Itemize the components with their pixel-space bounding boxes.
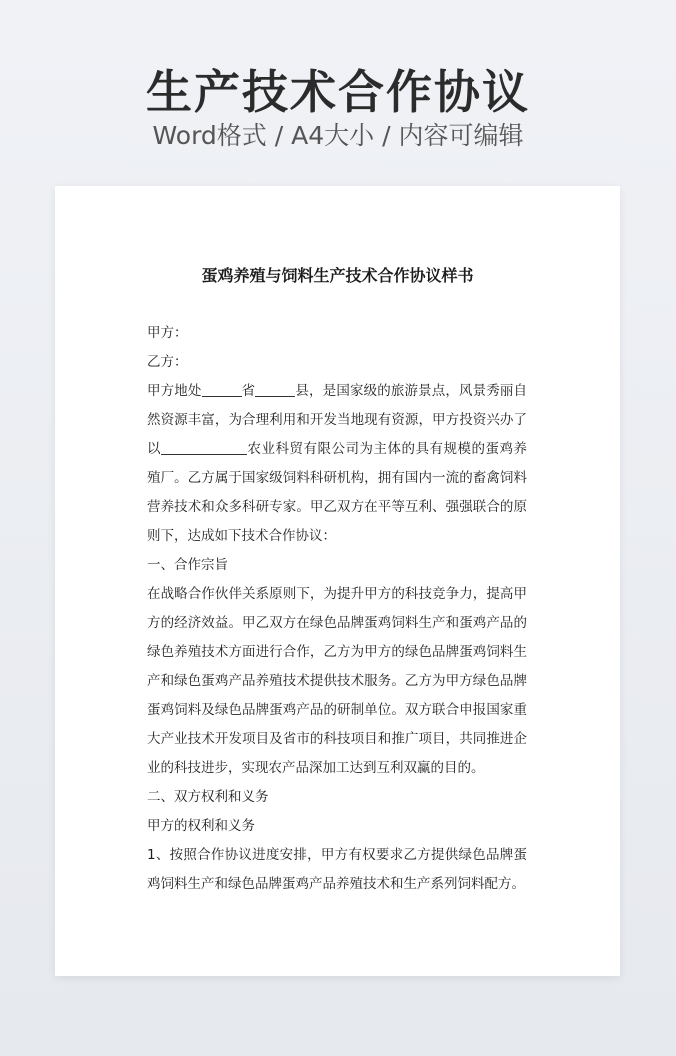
party-a-line: 甲方： bbox=[147, 325, 188, 341]
intro-text-2: 省 bbox=[241, 383, 256, 399]
document-page bbox=[55, 186, 620, 976]
section-2-item-1: 1、按照合作协议进度安排，甲方有权要求乙方提供绿色品牌蛋鸡饲料生产和绿色品牌蛋鸡产品养殖技术和生产系列饲料配方。 bbox=[147, 847, 527, 892]
document-title: 蛋鸡养殖与饲料生产技术合作协议样书 bbox=[201, 266, 474, 285]
blank-field-company[interactable] bbox=[161, 440, 247, 455]
blank-field-province[interactable] bbox=[202, 382, 242, 397]
intro-paragraph bbox=[147, 377, 527, 551]
page-title: 生产技术合作协议 bbox=[146, 65, 530, 119]
section-2-subheading: 甲方的权利和义务 bbox=[147, 818, 255, 834]
page-subtitle: Word格式 / A4大小 / 内容可编辑 bbox=[152, 121, 524, 150]
document-body bbox=[147, 319, 527, 899]
intro-text-3: 县，是国家级的旅游景点，风景秀丽自然资源丰富，为合理利用和开发当地现有资源，甲方投资兴办了以 bbox=[147, 383, 528, 457]
section-2-heading: 二、双方权利和义务 bbox=[147, 789, 269, 805]
section-1-heading: 一、合作宗旨 bbox=[147, 557, 228, 573]
intro-text-4: 农业科贸有限公司为主体的具有规模的蛋鸡养殖厂。乙方属于国家级饲料科研机构，拥有国内一流的畜禽饲料营养技术和众多科研专家。甲乙双方在平等互利、强强联合的原则下，达成如下技术合作协议： bbox=[147, 441, 527, 544]
intro-text-1: 甲方地处 bbox=[147, 383, 202, 399]
party-b-line: 乙方： bbox=[147, 354, 188, 370]
blank-field-county[interactable] bbox=[255, 382, 295, 397]
section-1-paragraph: 在战略合作伙伴关系原则下，为提升甲方的科技竞争力，提高甲方的经济效益。甲乙双方在绿色品牌蛋鸡饲料生产和蛋鸡产品的绿色养殖技术方面进行合作，乙方为甲方的绿色品牌蛋鸡饲料生产和绿色蛋鸡产品养殖技术提供技术服务。乙方为甲方绿色品牌蛋鸡饲料及绿色品牌蛋鸡产品的研制单位。双方联合申报国家重大产业技术开发项目及省市的科技项目和推广项目，共同推进企业的科技进步，实现农产品深加工达到互利双赢的目的。 bbox=[147, 586, 527, 776]
